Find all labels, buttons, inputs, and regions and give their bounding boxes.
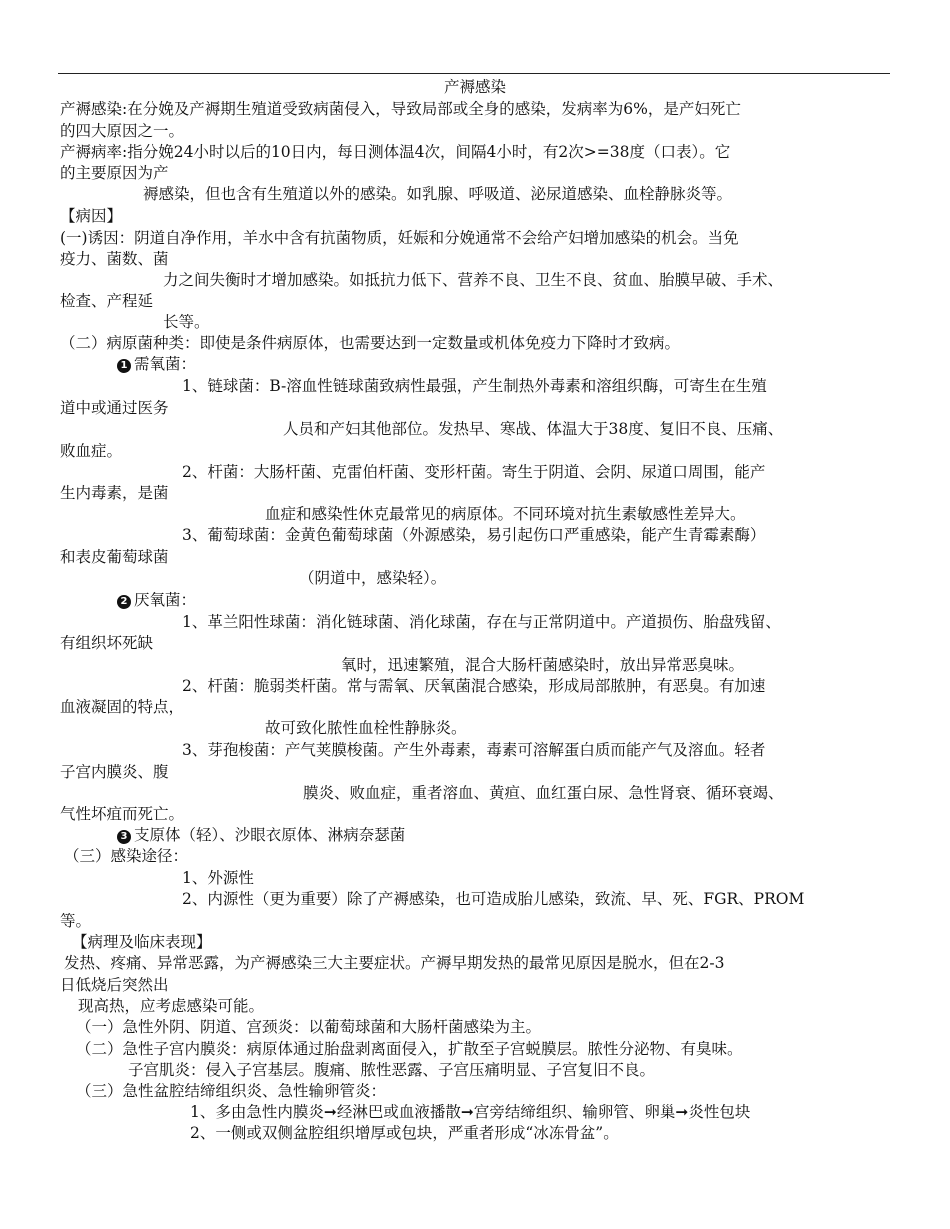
text-line: 2、杆菌：大肠杆菌、克雷伯杆菌、变形杆菌。寄生于阴道、会阴、尿道口周围，能产	[182, 463, 766, 481]
text-line: 2、内源性（更为重要）除了产褥感染，也可造成胎儿感染，致流、早、死、FGR、PROM	[182, 890, 805, 908]
text-line: （二）病原菌种类：即使是条件病原体，也需要达到一定数量或机体免疫力下降时才致病。	[60, 334, 681, 352]
text-line: 2、一侧或双侧盆腔组织增厚或包块，严重者形成“冰冻骨盆”。	[190, 1124, 619, 1142]
text-line: 气性坏疽而死亡。	[60, 805, 185, 823]
text-line: 的四大原因之一。	[60, 122, 185, 140]
text-line: 败血症。	[60, 442, 123, 460]
text-line: （一）急性外阴、阴道、宫颈炎：以葡萄球菌和大肠杆菌感染为主。	[76, 1018, 542, 1036]
text-line: 产褥病率:指分娩24小时以后的10日内，每日测体温4次，间隔4小时，有2次>=38度（口表）。它	[60, 143, 731, 161]
page-title: 产褥感染	[443, 78, 506, 96]
text-line: （三）感染途径：	[64, 847, 189, 865]
text-line: 和表皮葡萄球菌	[60, 548, 169, 566]
text-line: 的主要原因为产	[60, 164, 169, 182]
bullet-3-icon: 3	[117, 830, 131, 844]
text-line: 1、链球菌：B-溶血性链球菌致病性最强，产生制热外毒素和溶组织酶，可寄生在生殖	[182, 377, 767, 395]
subheading-other: 3 支原体（轻）、沙眼衣原体、淋病奈瑟菌	[117, 824, 405, 846]
text-line: 有组织坏死缺	[60, 634, 154, 652]
text-line: 3、芽孢梭菌：产气荚膜梭菌。产生外毒素，毒素可溶解蛋白质而能产气及溶血。轻者	[182, 741, 766, 759]
bullet-2-icon: 2	[117, 595, 131, 609]
text-line: 生内毒素，是菌	[60, 484, 169, 502]
text-line: 子宫肌炎：侵入子宫基层。腹痛、脓性恶露、子宫压痛明显、子宫复旧不良。	[128, 1061, 656, 1079]
section-heading: 【病因】	[60, 207, 123, 225]
text-line: 力之间失衡时才增加感染。如抵抗力低下、营养不良、卫生不良、贫血、胎膜早破、手术、	[163, 271, 784, 289]
text-line: 日低烧后突然出	[60, 976, 169, 994]
section-heading: 【病理及临床表现】	[72, 933, 212, 951]
text-line: （三）急性盆腔结缔组织炎、急性输卵管炎：	[76, 1082, 387, 1100]
bullet-1-icon: 1	[117, 359, 131, 373]
text-line: 1、革兰阳性球菌：消化链球菌、消化球菌，存在与正常阴道中。产道损伤、胎盘残留、	[182, 613, 781, 631]
text-line: 血症和感染性休克最常见的病原体。不同环境对抗生素敏感性差异大。	[265, 505, 746, 523]
subheading-aerobic: 1 需氧菌：	[117, 353, 196, 375]
text-line: 检查、产程延	[60, 292, 154, 310]
text-line: 3、葡萄球菌：金黄色葡萄球菌（外源感染，易引起伤口严重感染，能产生青霉素酶）	[182, 526, 766, 544]
text-line: 2、杆菌：脆弱类杆菌。常与需氧、厌氧菌混合感染，形成局部脓肿，有恶臭。有加速	[182, 677, 766, 695]
text-line: 褥感染，但也含有生殖道以外的感染。如乳腺、呼吸道、泌尿道感染、血栓静脉炎等。	[143, 185, 733, 203]
text-line: 疫力、菌数、菌	[60, 250, 169, 268]
text-line: (一)诱因：阴道自净作用，羊水中含有抗菌物质，妊娠和分娩通常不会给产妇增加感染的机会。当免	[60, 229, 739, 247]
text-line: 子宫内膜炎、腹	[60, 763, 169, 781]
text-line: 膜炎、败血症，重者溶血、黄疸、血红蛋白尿、急性肾衰、循环衰竭、	[303, 784, 784, 802]
text-line: 氧时，迅速繁殖，混合大肠杆菌感染时，放出异常恶臭味。	[341, 656, 745, 674]
text-line: 道中或通过医务	[60, 399, 169, 417]
text-line: 长等。	[163, 313, 210, 331]
text-line: 人员和产妇其他部位。发热早、寒战、体温大于38度、复旧不良、压痛、	[283, 420, 784, 438]
text-line: 故可致化脓性血栓性静脉炎。	[265, 719, 467, 737]
header-rule	[58, 73, 890, 74]
text-line: 1、外源性	[182, 869, 254, 887]
text-line: 1、多由急性内膜炎➞经淋巴或血液播散➞宫旁结缔组织、输卵管、卵巢➞炎性包块	[190, 1103, 751, 1121]
text-line: 血液凝固的特点，	[60, 698, 185, 716]
text-line: 产褥感染:在分娩及产褥期生殖道受致病菌侵入，导致局部或全身的感染，发病率为6%，是产妇死亡	[60, 100, 741, 118]
subheading-anaerobic: 2 厌氧菌：	[117, 589, 196, 611]
text-line: 等。	[60, 912, 92, 930]
text-line: （阴道中，感染轻）。	[299, 569, 447, 587]
text-line: （二）急性子宫内膜炎：病原体通过胎盘剥离面侵入，扩散至子宫蜕膜层。脓性分泌物、有臭味。	[76, 1040, 743, 1058]
text-line: 现高热，应考虑感染可能。	[78, 997, 265, 1015]
text-line: 发热、疼痛、异常恶露，为产褥感染三大主要症状。产褥早期发热的最常见原因是脱水，但在2-3	[64, 954, 725, 972]
